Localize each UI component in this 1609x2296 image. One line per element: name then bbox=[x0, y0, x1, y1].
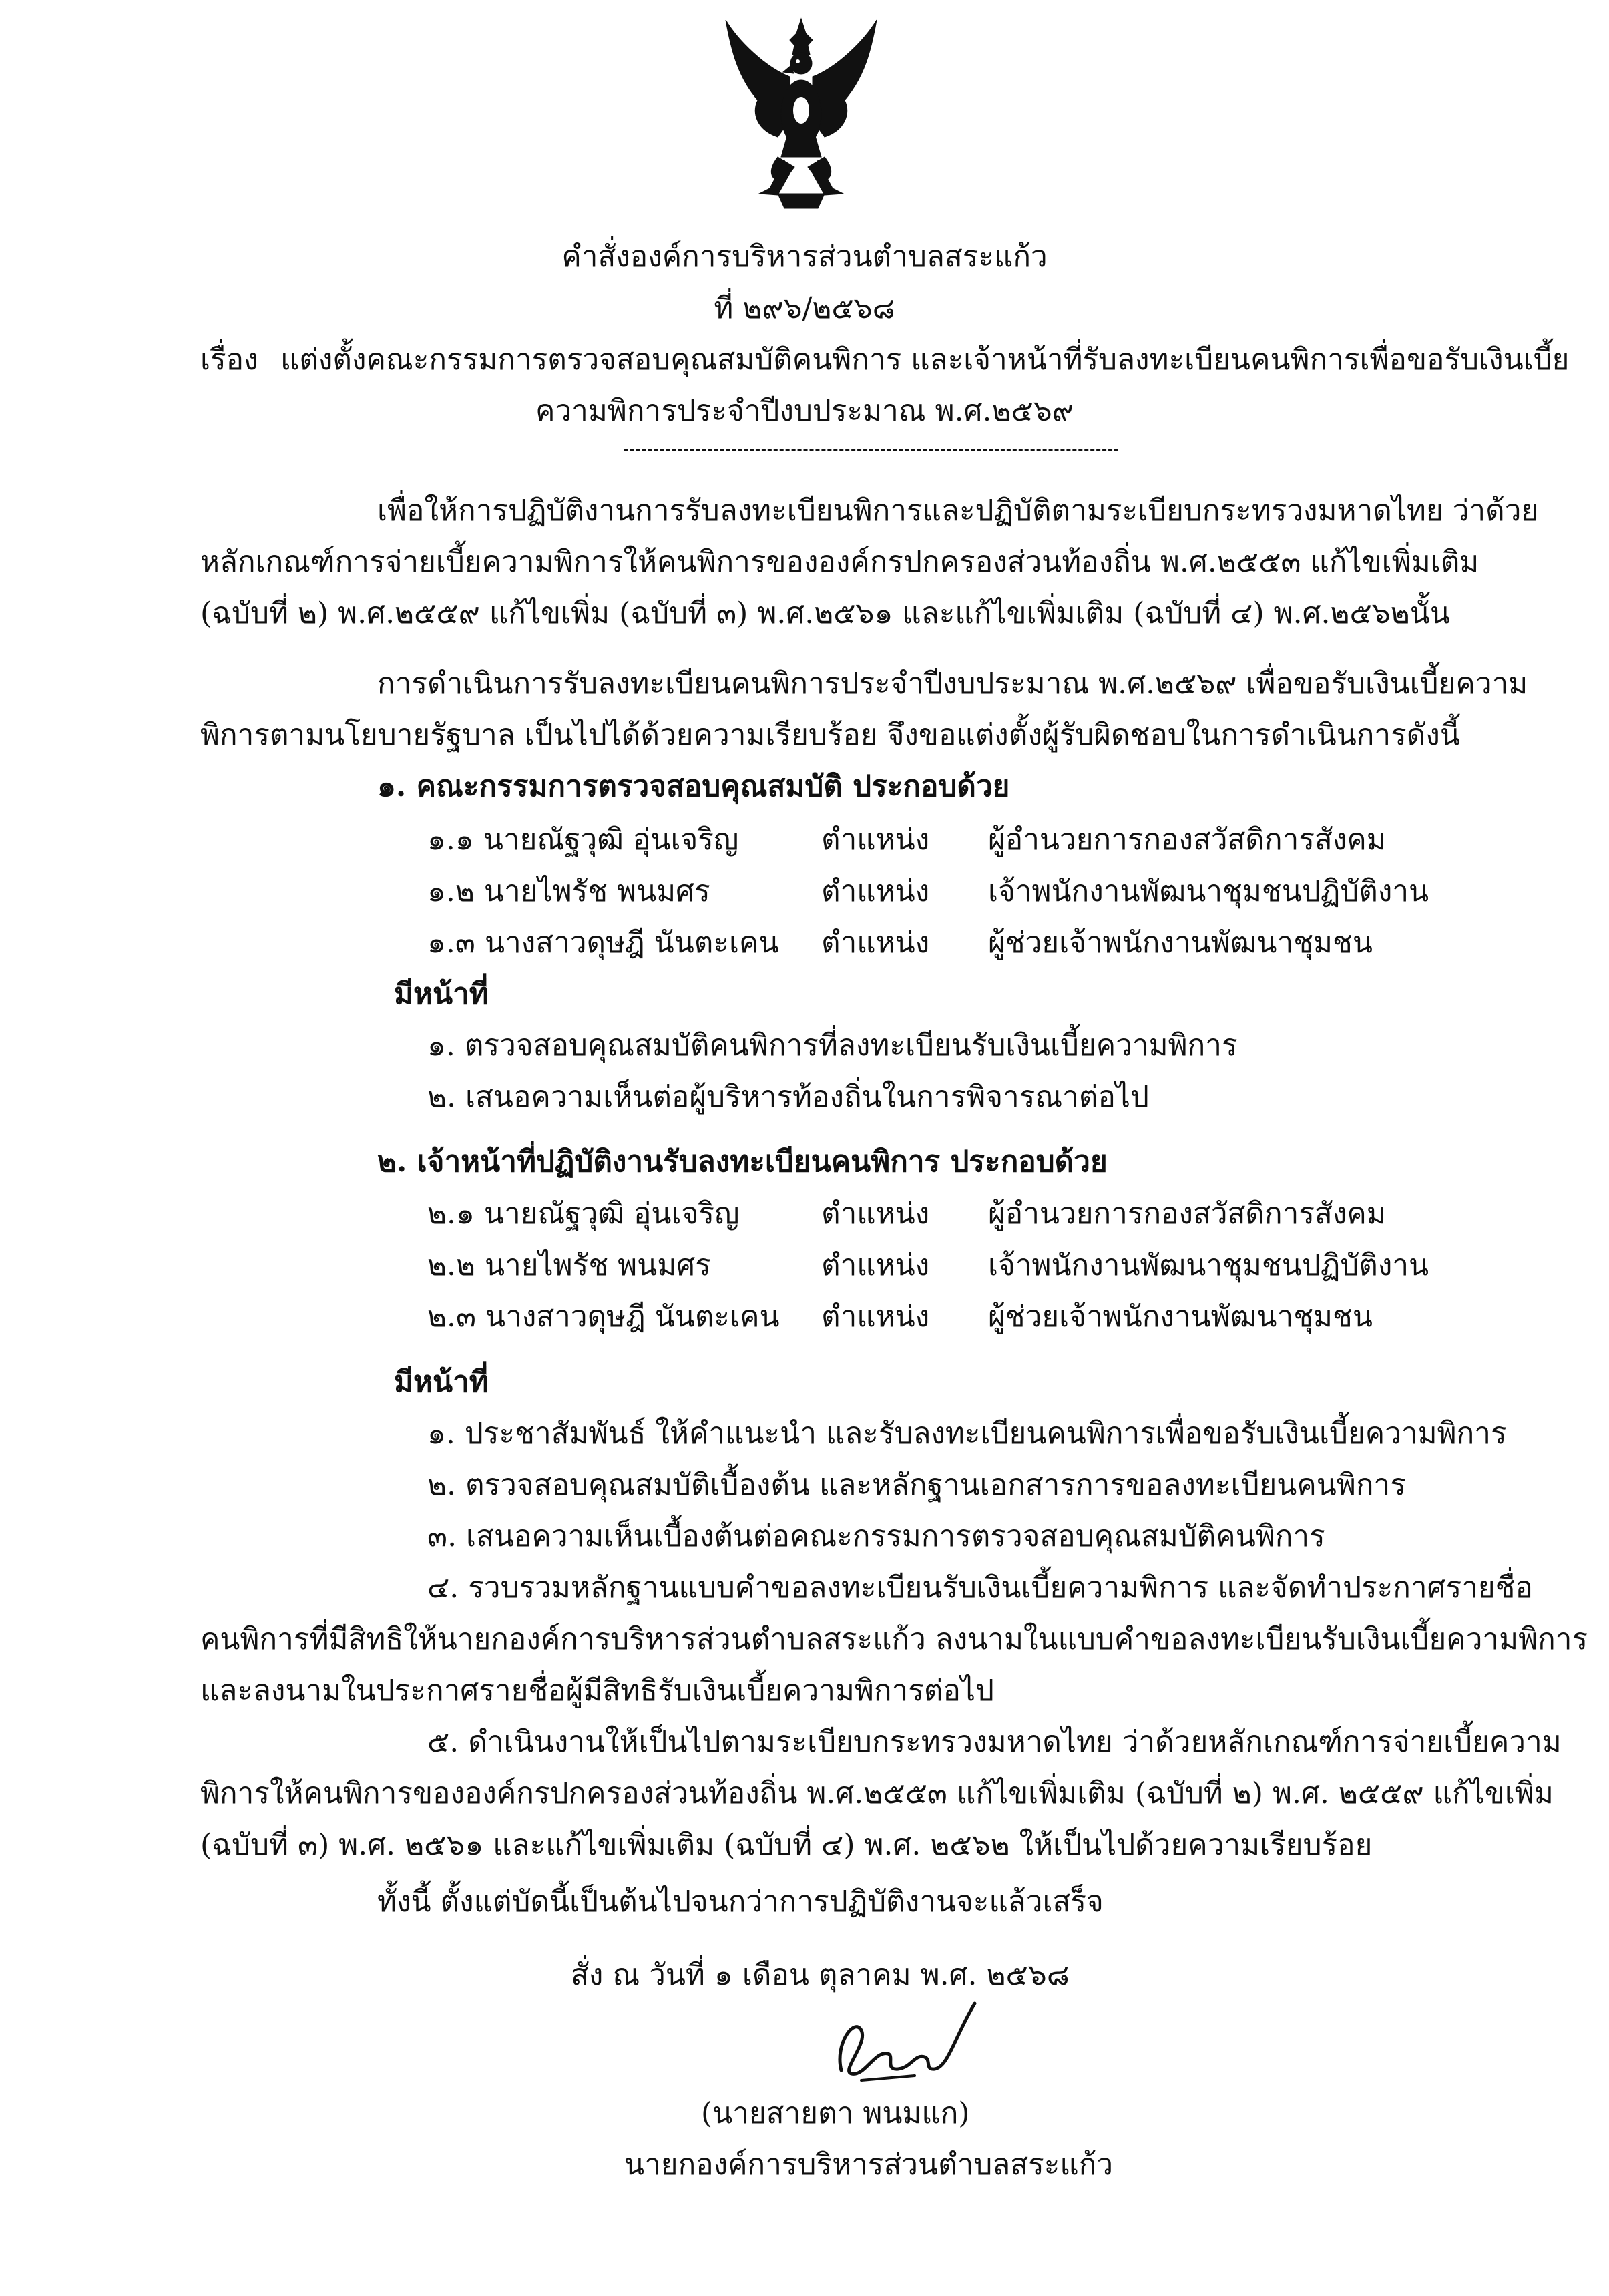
intro-p1-line-1: เพื่อให้การปฏิบัติงานการรับลงทะเบียนพิการและปฏิบัติตามระเบียบกระทรวงมหาดไทย ว่าด้วย bbox=[377, 494, 1539, 528]
section1-member-role: เจ้าพนักงานพัฒนาชุมชนปฏิบัติงาน bbox=[988, 874, 1429, 908]
section1-duty: ๒. เสนอความเห็นต่อผู้บริหารท้องถิ่นในการพิจารณาต่อไป bbox=[427, 1080, 1149, 1114]
intro-p2-line-1: การดำเนินการรับลงทะเบียนคนพิการประจำปีงบประมาณ พ.ศ.๒๕๖๙ เพื่อขอรับเงินเบี้ยความ bbox=[377, 666, 1528, 701]
section1-member-name: ๑.๑ นายณัฐวุฒิ อุ่นเจริญ bbox=[427, 823, 739, 857]
section2-duty-1: ๑. ประชาสัมพันธ์ ให้คำแนะนำ และรับลงทะเบียนคนพิการเพื่อขอรับเงินเบี้ยความพิการ bbox=[427, 1416, 1507, 1451]
section2-member-position-label: ตำแหน่ง bbox=[821, 1300, 930, 1334]
signature-mark bbox=[815, 1990, 988, 2090]
separator-line bbox=[624, 449, 1118, 451]
section2-duty-4-line-1: ๔. รวบรวมหลักฐานแบบคำขอลงทะเบียนรับเงินเบี้ยความพิการ และจัดทำประกาศรายชื่อ bbox=[427, 1571, 1533, 1605]
section1-member-position-label: ตำแหน่ง bbox=[821, 874, 930, 908]
section2-member-role: เจ้าพนักงานพัฒนาชุมชนปฏิบัติงาน bbox=[988, 1248, 1429, 1282]
section2-duty-2: ๒. ตรวจสอบคุณสมบัติเบื้องต้น และหลักฐานเอกสารการขอลงทะเบียนคนพิการ bbox=[427, 1468, 1406, 1502]
subject-line-1: แต่งตั้งคณะกรรมการตรวจสอบคุณสมบัติคนพิการ และเจ้าหน้าที่รับลงทะเบียนคนพิการเพื่อขอรับเงินเบี้ย bbox=[280, 343, 1570, 377]
section1-duty: ๑. ตรวจสอบคุณสมบัติคนพิการที่ลงทะเบียนรับเงินเบี้ยความพิการ bbox=[427, 1028, 1238, 1063]
signer-name: (นายสายตา พนมแก) bbox=[701, 2096, 970, 2130]
section1-member-name: ๑.๒ นายไพรัช พนมศร bbox=[427, 874, 710, 908]
closing-statement: ทั้งนี้ ตั้งแต่บัดนี้เป็นต้นไปจนกว่าการปฏิบัติงานจะแล้วเสร็จ bbox=[377, 1885, 1104, 1919]
signer-title: นายกองค์การบริหารส่วนตำบลสระแก้ว bbox=[624, 2148, 1114, 2182]
section2-duty-3: ๓. เสนอความเห็นเบื้องต้นต่อคณะกรรมการตรวจสอบคุณสมบัติคนพิการ bbox=[427, 1519, 1325, 1553]
section2-member-role: ผู้อำนวยการกองสวัสดิการสังคม bbox=[988, 1197, 1386, 1231]
section1-member-role: ผู้อำนวยการกองสวัสดิการสังคม bbox=[988, 823, 1386, 857]
section2-duty-5-line-1: ๕. ดำเนินงานให้เป็นไปตามระเบียบกระทรวงมหาดไทย ว่าด้วยหลักเกณฑ์การจ่ายเบี้ยความ bbox=[427, 1725, 1562, 1759]
section1-member-role: ผู้ช่วยเจ้าพนักงานพัฒนาชุมชน bbox=[988, 926, 1373, 960]
section2-duty-4-line-2: คนพิการที่มีสิทธิให้นายกองค์การบริหารส่วนตำบลสระแก้ว ลงนามในแบบคำขอลงทะเบียนรับเงินเบี้ยความพิการ bbox=[200, 1622, 1588, 1656]
order-date: สั่ง ณ วันที่ ๑ เดือน ตุลาคม พ.ศ. ๒๕๖๘ bbox=[571, 1958, 1070, 1992]
order-number: ที่ ๒๙๖/๒๕๖๘ bbox=[714, 291, 895, 325]
intro-p1-line-3: (ฉบับที่ ๒) พ.ศ.๒๕๕๙ แก้ไขเพิ่ม (ฉบับที่ ๓) พ.ศ.๒๕๖๑ และแก้ไขเพิ่มเติม (ฉบับที่ ๔) พ.ศ.๒๕๖๒นั้น bbox=[200, 596, 1450, 630]
order-title: คำสั่งองค์การบริหารส่วนตำบลสระแก้ว bbox=[561, 240, 1048, 274]
section2-member-name: ๒.๑ นายณัฐวุฒิ อุ่นเจริญ bbox=[427, 1197, 740, 1231]
section1-heading: ๑. คณะกรรมการตรวจสอบคุณสมบัติ ประกอบด้วย bbox=[377, 769, 1010, 803]
section2-duty-5-line-2: พิการให้คนพิการขององค์กรปกครองส่วนท้องถิ่น พ.ศ.๒๕๕๓ แก้ไขเพิ่มเติม (ฉบับที่ ๒) พ.ศ. ๒๕๕๙ แก้ไขเพิ่ม bbox=[200, 1776, 1554, 1810]
section2-duty-5-line-3: (ฉบับที่ ๓) พ.ศ. ๒๕๖๑ และแก้ไขเพิ่มเติม (ฉบับที่ ๔) พ.ศ. ๒๕๖๒ ให้เป็นไปด้วยความเรียบร้อย bbox=[200, 1828, 1373, 1862]
section2-member-name: ๒.๒ นายไพรัช พนมศร bbox=[427, 1248, 711, 1282]
section1-member-position-label: ตำแหน่ง bbox=[821, 926, 930, 960]
garuda-emblem-icon bbox=[711, 13, 891, 214]
section2-duty-4-line-3: และลงนามในประกาศรายชื่อผู้มีสิทธิรับเงินเบี้ยความพิการต่อไป bbox=[200, 1674, 994, 1708]
section2-member-position-label: ตำแหน่ง bbox=[821, 1248, 930, 1282]
section2-duties-heading: มีหน้าที่ bbox=[394, 1365, 489, 1399]
subject-line-2: ความพิการประจำปีงบประมาณ พ.ศ.๒๕๖๙ bbox=[535, 394, 1074, 428]
section2-member-name: ๒.๓ นางสาวดุษฎี นันตะเคน bbox=[427, 1300, 780, 1334]
section2-member-position-label: ตำแหน่ง bbox=[821, 1197, 930, 1231]
intro-p2-line-2: พิการตามนโยบายรัฐบาล เป็นไปได้ด้วยความเรียบร้อย จึงขอแต่งตั้งผู้รับผิดชอบในการดำเนินการดังนี้ bbox=[200, 718, 1460, 752]
section1-member-name: ๑.๓ นางสาวดุษฎี นันตะเคน bbox=[427, 926, 779, 960]
section1-member-position-label: ตำแหน่ง bbox=[821, 823, 930, 857]
section2-member-role: ผู้ช่วยเจ้าพนักงานพัฒนาชุมชน bbox=[988, 1300, 1373, 1334]
subject-label: เรื่อง bbox=[200, 343, 258, 377]
intro-p1-line-2: หลักเกณฑ์การจ่ายเบี้ยความพิการให้คนพิการขององค์กรปกครองส่วนท้องถิ่น พ.ศ.๒๕๕๓ แก้ไขเพิ่มเติม bbox=[200, 545, 1479, 579]
section2-heading: ๒. เจ้าหน้าที่ปฏิบัติงานรับลงทะเบียนคนพิการ ประกอบด้วย bbox=[377, 1145, 1108, 1179]
section1-duties-heading: มีหน้าที่ bbox=[394, 977, 489, 1011]
